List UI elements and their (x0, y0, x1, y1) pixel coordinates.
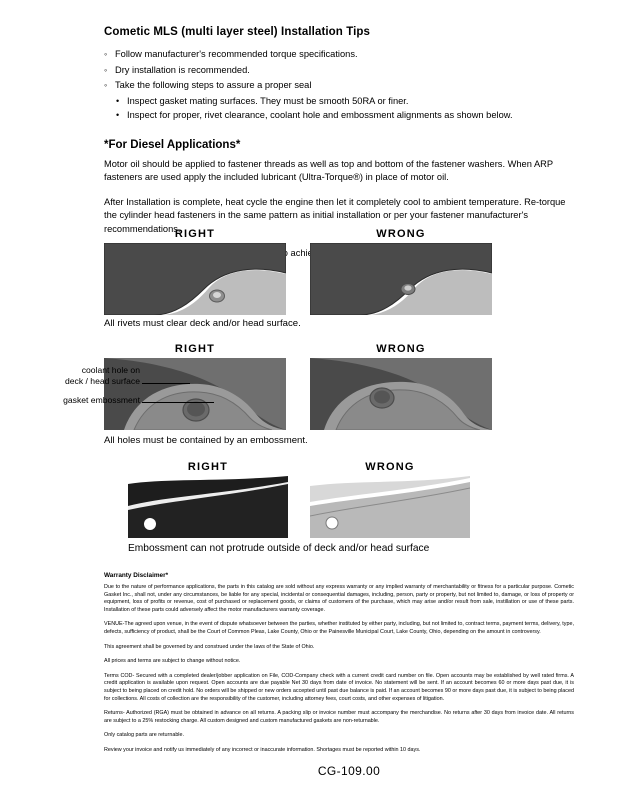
figure-label-wrong: WRONG (376, 342, 426, 355)
figure-label-wrong: WRONG (376, 228, 426, 240)
list-item: • Inspect for proper, rivet clearance, coolant hole and embossment alignments as shown below. (115, 108, 574, 123)
diesel-paragraph-2: After Installation is complete, heat cycle the engine then let it completely cool to ambient temperature. Re-torque the cylinder head fasteners in the same pattern as initial installation or per your fastener manufacturer's recommendations. (104, 196, 566, 234)
figure-embossment-wrong (310, 476, 470, 538)
figure-row-3-headings (128, 461, 574, 473)
figure-label-right: RIGHT (174, 342, 216, 355)
figure-hole-wrong (310, 358, 492, 430)
warranty-section (104, 572, 574, 762)
figure-label-right: RIGHT (187, 461, 229, 473)
warranty-paragraph: Returns- Authorized (RGA) must be obtained in advance on all returns. A packing slip or invoice number must accompany the merchandise. No returns after 30 days from invoice date. All returns are subject to a 25% restocking charge. All custom designed and custom manufactured gaskets are non-returnable. (104, 710, 574, 724)
page-title: Cometic MLS (multi layer steel) Installation Tips (104, 26, 371, 38)
callout-coolant-hole-line2: deck / head surface (64, 375, 140, 386)
document-number-label: CG-109.00 (317, 764, 381, 778)
figure-row-rivets (104, 228, 574, 331)
list-item (104, 78, 574, 123)
warranty-paragraph: All prices and terms are subject to change without notice. (104, 658, 241, 665)
warranty-paragraph: Due to the nature of performance applications, the parts in this catalog are sold without any express warranty or any implied warranty of merchantability or fitness for a particular purpose. Cometic Gasket Inc., shall not, under any circumstances, be liable for any special, incidental or consequential damages, including, person, party or property, but not limited to, damage, or loss of property or equipment, loss of profits or revenue, cost of purchased or replacement goods, or claims of customers of the purchase, which may arise and/or result from sale, instillation or use of these parts. Installation of these parts could adversely affect the motor manufacturers warranty coverage. (104, 584, 574, 613)
figure-caption-holes: All holes must be contained by an embossment. (104, 434, 308, 446)
figure-row-holes (63, 342, 574, 448)
tips-list (104, 47, 574, 123)
figure-row-1-headings (104, 228, 574, 240)
section-heading-diesel: *For Diesel Applications* (104, 138, 241, 151)
diesel-paragraph-1: Motor oil should be applied to fastener threads as well as top and bottom of the fastener washers. When ARP fasteners are used apply the included lubricant (Ultra-Torque®) in place of motor oil. (104, 158, 553, 183)
list-item: ◦ Dry installation is recommended. (104, 63, 574, 78)
list-item: ◦ Follow manufacturer's recommended torque specifications. (104, 47, 574, 62)
figures-section (63, 228, 574, 560)
document-body (104, 26, 574, 261)
figure-hole-right (104, 358, 286, 430)
warranty-paragraph: Only catalog parts are returnable. (104, 732, 185, 739)
warranty-paragraph: VENUE-The agreed upon venue, in the event of dispute whatsoever between the parties, whether instituted by either party, including, but not limited to, contract terms, payment terms, delivery, type, defects, sufficiency of product, shall be the Court of Common Pleas, Lake County, Ohio or the Painesville Municipal Court, Lake County, Ohio, depending on the amount in controversy. (104, 621, 574, 635)
figure-row-embossment (128, 461, 574, 556)
figure-rivet-wrong (310, 243, 492, 315)
figure-embossment-right (128, 476, 288, 538)
callout-coolant-hole-line1: coolant hole on (81, 364, 140, 375)
figure-label-right: RIGHT (174, 228, 216, 240)
warranty-paragraph: This agreement shall be governed by and construed under the laws of the State of Ohio. (104, 643, 315, 650)
list-item: • Inspect gasket mating surfaces. They must be smooth 50RA or finer. (115, 94, 574, 109)
list-item-label: Take the following steps to assure a proper seal (115, 80, 312, 90)
figure-rivet-right (104, 243, 286, 315)
warranty-paragraph: Review your invoice and notify us immediately of any incorrect or inaccurate information. Shortages must be reported within 10 days. (104, 746, 421, 753)
figure-caption-rivets: All rivets must clear deck and/or head surface. (104, 318, 301, 329)
callout-gasket-embossment: gasket embossment (63, 394, 140, 405)
figure-row-2-headings (104, 343, 574, 355)
warranty-heading: Warranty Disclaimer* (104, 572, 169, 579)
figure-label-wrong: WRONG (365, 461, 415, 473)
figure-caption-embossment: Embossment can not protrude outside of deck and/or head surface (128, 543, 430, 554)
warranty-paragraph: Terms COD- Secured with a completed dealer/jobber application on File, COD-Company check with a current credit card number on file. Open accounts may be established by well rated firms. A credit application is available upon request. Open accounts are due payable Net 30 days from date of invoice. No statement will be sent. If an account becomes 60 or more days past due, it is subject to being placed on credit hold. No orders will be shipped or new orders accepted until past due balance is paid. If an account becomes 90 or more days past due, it is subject to being placed for collections. All costs of collection are the responsibility of the customer, including attorney fees, court costs, and other expenses of litigation. (104, 672, 574, 702)
document-number (0, 764, 618, 778)
diesel-note: achieve (290, 248, 323, 259)
sub-tips-list (115, 94, 574, 123)
